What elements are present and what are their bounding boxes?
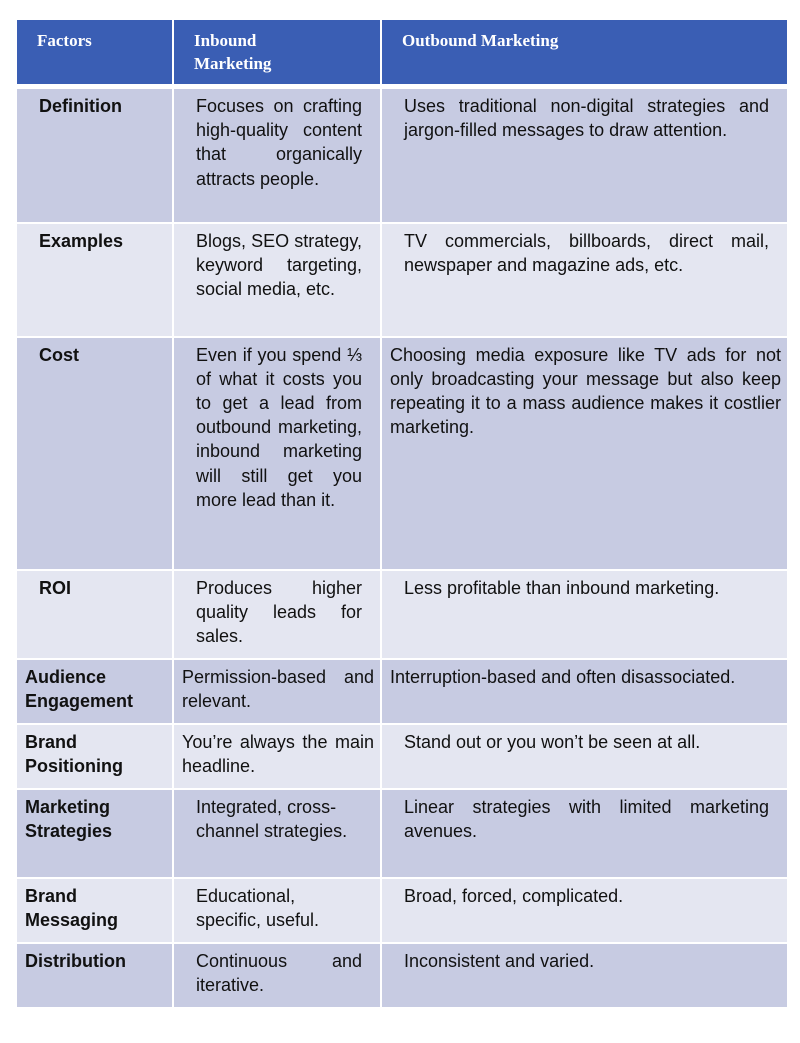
factor-cell: Brand Positioning [17,724,173,789]
factor-cell: Distribution [17,943,173,1008]
factor-cell: Examples [17,223,173,337]
header-row [17,20,787,87]
outbound-cell: TV commercials, billboards, direct mail, newspaper and magazine ads, etc. [381,223,787,337]
table-row [17,943,787,1008]
header-factors: Factors [17,20,173,87]
outbound-cell: Broad, forced, complicated. [381,878,787,943]
inbound-cell: Blogs, SEO strategy, keyword targeting, social media, etc. [173,223,381,337]
inbound-cell: Continuous and iterative. [173,943,381,1008]
inbound-cell: You’re always the main headline. [173,724,381,789]
outbound-cell: Inconsistent and varied. [381,943,787,1008]
table-row [17,223,787,337]
table-row [17,789,787,878]
factor-cell: Audience Engagement [17,659,173,724]
factor-cell: Marketing Strategies [17,789,173,878]
comparison-table [17,20,787,1009]
table-row [17,878,787,943]
inbound-cell: Focuses on crafting high-quality content that organically attracts people. [173,87,381,223]
outbound-cell: Linear strategies with limited marketing avenues. [381,789,787,878]
table-row [17,724,787,789]
factor-cell: Brand Messaging [17,878,173,943]
header-inbound: Inbound Marketing [173,20,381,87]
inbound-cell: Permission-based and relevant. [173,659,381,724]
factor-cell: ROI [17,570,173,659]
outbound-cell: Stand out or you won’t be seen at all. [381,724,787,789]
outbound-cell: Less profitable than inbound marketing. [381,570,787,659]
header-outbound: Outbound Marketing [381,20,787,87]
inbound-cell: Even if you spend ⅓ of what it costs you to get a lead from outbound marketing, inbound marketing will still get you more lead than it. [173,337,381,570]
outbound-cell: Choosing media exposure like TV ads for not only broadcasting your message but also keep repeating it to a mass audience makes it costlier marketing. [381,337,787,570]
table-row [17,659,787,724]
table-row [17,337,787,570]
factor-cell: Definition [17,87,173,223]
inbound-cell: Educational, specific, useful. [173,878,381,943]
inbound-cell: Integrated, cross-channel strategies. [173,789,381,878]
factor-cell: Cost [17,337,173,570]
table-row [17,570,787,659]
table-row [17,87,787,223]
inbound-cell: Produces higher quality leads for sales. [173,570,381,659]
outbound-cell: Interruption-based and often disassociated. [381,659,787,724]
outbound-cell: Uses traditional non-digital strategies and jargon-filled messages to draw attention. [381,87,787,223]
